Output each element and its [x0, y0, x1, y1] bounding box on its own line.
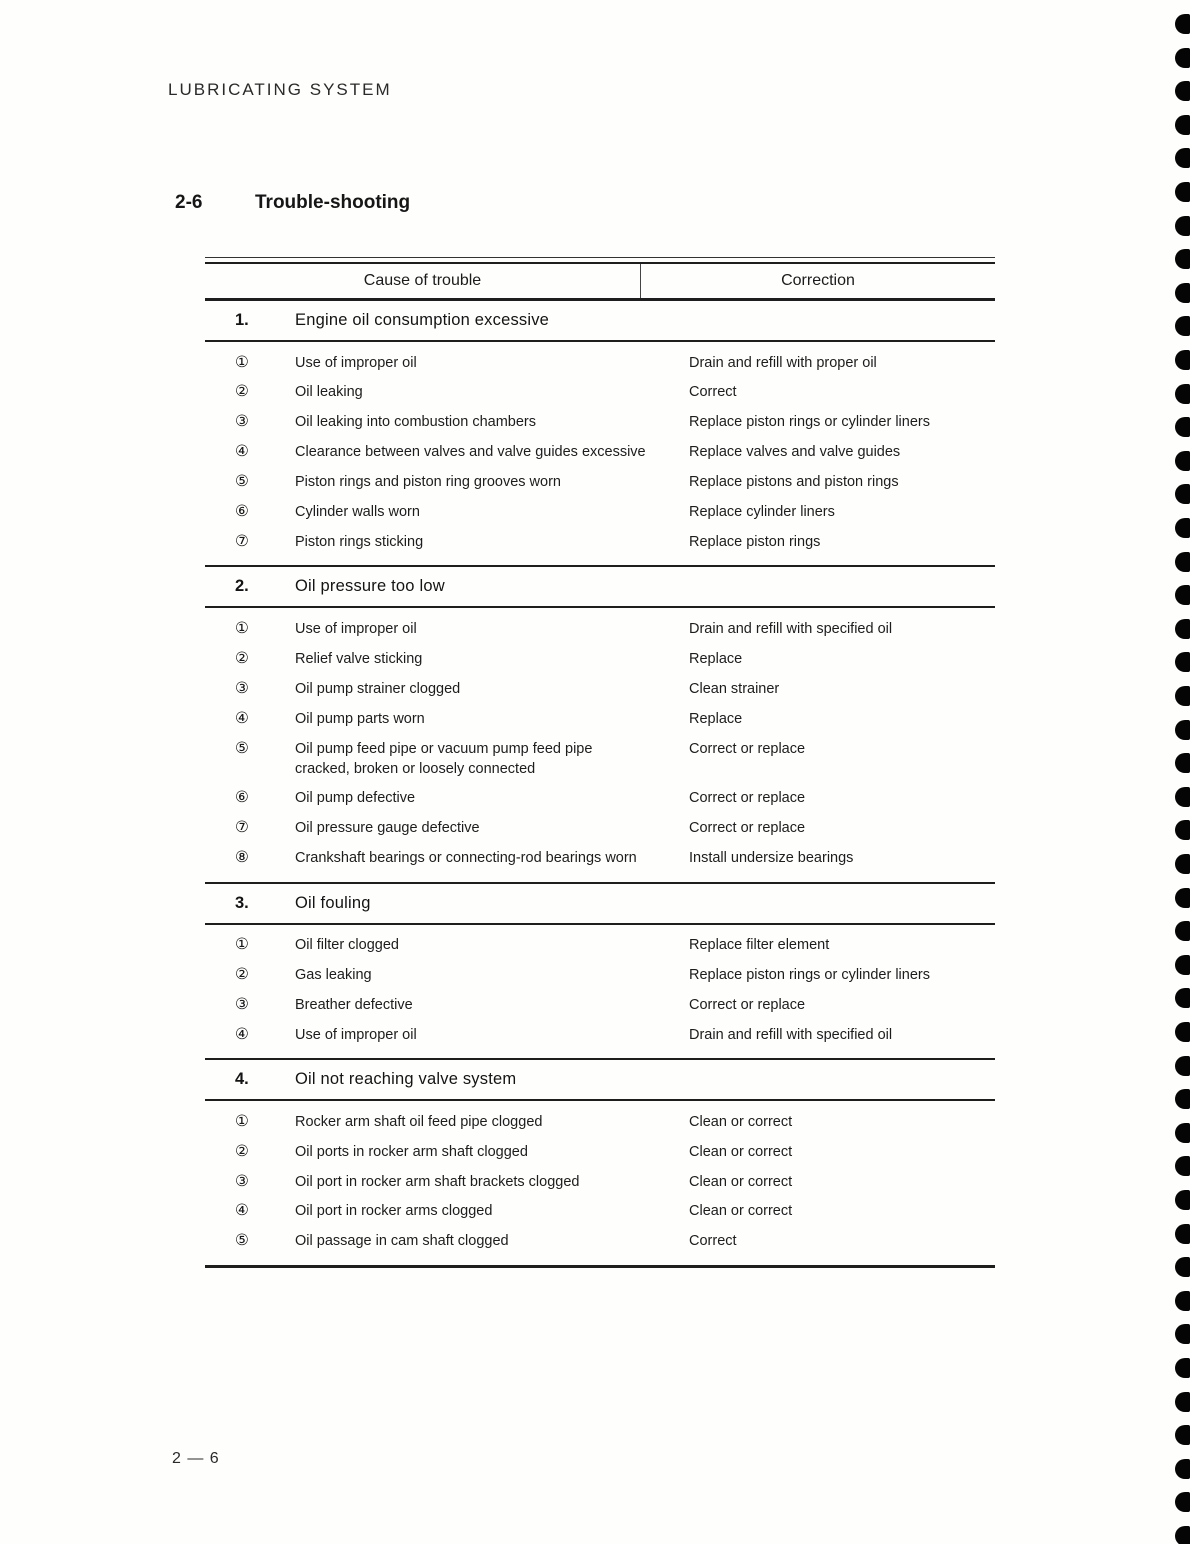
correction-cell: Replace pistons and piston rings [689, 474, 899, 491]
table-row [205, 1197, 995, 1227]
binding-mark-icon [1175, 81, 1190, 101]
table-row [205, 674, 995, 704]
cause-cell: Oil port in rocker arm shaft brackets clogged [295, 1173, 580, 1190]
cause-cell: Oil pump feed pipe or vacuum pump feed pipe cracked, broken or loosely connected [295, 740, 593, 777]
section-title-row [205, 1060, 995, 1101]
correction-cell: Drain and refill with specified oil [689, 1026, 893, 1043]
binding-mark-icon [1175, 1392, 1190, 1412]
correction-cell: Correct or replace [689, 820, 806, 837]
correction-cell: Clean or correct [689, 1203, 793, 1220]
section-title-row [205, 884, 995, 925]
circled-number-icon: ⑦ [235, 819, 249, 837]
binding-mark-icon [1175, 148, 1190, 168]
binding-mark-icon [1175, 1291, 1190, 1311]
section-heading-title: Trouble-shooting [255, 192, 411, 213]
binding-mark-icon [1175, 888, 1190, 908]
correction-cell: Replace [689, 650, 743, 667]
circled-number-icon: ① [235, 619, 249, 637]
correction-cell: Correct or replace [689, 790, 806, 807]
correction-cell: Replace piston rings [689, 534, 821, 551]
section-number: 1. [235, 311, 249, 329]
section-heading-number: 2-6 [175, 192, 203, 213]
circled-number-icon: ⑧ [235, 849, 249, 867]
section-heading [175, 192, 410, 214]
binding-mark-icon [1175, 652, 1190, 672]
binding-mark-icon [1175, 552, 1190, 572]
binding-mark-icon [1175, 619, 1190, 639]
cause-cell: Oil pump parts worn [295, 710, 425, 727]
cause-cell: Piston rings sticking [295, 534, 424, 551]
circled-number-icon: ② [235, 965, 249, 983]
binding-mark-icon [1175, 1459, 1190, 1479]
table-row [205, 498, 995, 528]
table-row [205, 1167, 995, 1197]
circled-number-icon: ⑤ [235, 739, 249, 757]
table-row [205, 644, 995, 674]
cause-cell: Use of improper oil [295, 354, 417, 371]
binding-mark-icon [1175, 518, 1190, 538]
binding-mark-icon [1175, 988, 1190, 1008]
correction-cell: Clean or correct [689, 1173, 793, 1190]
table-row [205, 814, 995, 844]
correction-cell: Replace piston rings or cylinder liners [689, 966, 930, 983]
cause-cell: Gas leaking [295, 966, 372, 983]
correction-cell: Correct or replace [689, 740, 806, 757]
circled-number-icon: ④ [235, 1202, 249, 1220]
table-row [205, 844, 995, 874]
binding-mark-icon [1175, 753, 1190, 773]
binding-mark-icon [1175, 48, 1190, 68]
table-row [205, 614, 995, 644]
binding-mark-icon [1175, 1089, 1190, 1109]
table-row [205, 528, 995, 558]
circled-number-icon: ⑤ [235, 1232, 249, 1250]
binding-mark-icon [1175, 1224, 1190, 1244]
binding-mark-icon [1175, 1324, 1190, 1344]
table-row [205, 704, 995, 734]
table-row [205, 468, 995, 498]
binding-mark-icon [1175, 484, 1190, 504]
binding-mark-icon [1175, 787, 1190, 807]
correction-cell: Replace filter element [689, 937, 830, 953]
binding-mark-icon [1175, 115, 1190, 135]
binding-mark-icon [1175, 249, 1190, 269]
column-header-cause: Cause of trouble [205, 264, 641, 298]
correction-cell: Drain and refill with specified oil [689, 620, 893, 637]
binding-mark-icon [1175, 1156, 1190, 1176]
binding-mark-icon [1175, 1358, 1190, 1378]
section-title: Oil not reaching valve system [295, 1070, 517, 1089]
section-items [205, 608, 995, 883]
circled-number-icon: ③ [235, 413, 249, 431]
table-row [205, 1020, 995, 1050]
circled-number-icon: ① [235, 353, 249, 371]
table-row [205, 378, 995, 408]
cause-cell: Crankshaft bearings or connecting-rod bearings worn [295, 850, 637, 867]
circled-number-icon: ③ [235, 1172, 249, 1190]
table-row [205, 438, 995, 468]
table-body [205, 301, 995, 1268]
binding-mark-icon [1175, 14, 1190, 34]
binding-mark-icon [1175, 1526, 1190, 1544]
circled-number-icon: ⑥ [235, 503, 249, 521]
circled-number-icon: ① [235, 936, 249, 953]
cause-cell: Breather defective [295, 996, 413, 1013]
cause-cell: Oil passage in cam shaft clogged [295, 1233, 509, 1250]
troubleshooting-table [205, 262, 995, 1268]
binding-mark-icon [1175, 1257, 1190, 1277]
circled-number-icon: ② [235, 649, 249, 667]
table-row [205, 734, 995, 784]
cause-cell: Clearance between valves and valve guides excessive [295, 444, 646, 461]
table-row [205, 784, 995, 814]
binding-mark-icon [1175, 1425, 1190, 1445]
binding-mark-icon [1175, 417, 1190, 437]
binding-mark-icon [1175, 820, 1190, 840]
binding-mark-icon [1175, 686, 1190, 706]
table-row [205, 1137, 995, 1167]
document-header: LUBRICATING SYSTEM [168, 80, 392, 99]
circled-number-icon: ⑦ [235, 533, 249, 551]
binding-mark-icon [1175, 216, 1190, 236]
correction-cell: Install undersize bearings [689, 850, 854, 867]
circled-number-icon: ② [235, 383, 249, 401]
cause-cell: Relief valve sticking [295, 650, 423, 667]
cause-cell: Oil pressure gauge defective [295, 820, 480, 837]
correction-cell: Replace valves and valve guides [689, 444, 901, 461]
section-title-row [205, 567, 995, 608]
table-row [205, 990, 995, 1020]
circled-number-icon: ⑤ [235, 473, 249, 491]
table-row [205, 960, 995, 990]
cause-cell: Use of improper oil [295, 1026, 417, 1043]
circled-number-icon: ④ [235, 709, 249, 727]
correction-cell: Clean or correct [689, 1113, 793, 1130]
cause-cell: Cylinder walls worn [295, 504, 420, 521]
correction-cell: Replace cylinder liners [689, 504, 835, 521]
binding-mark-icon [1175, 1022, 1190, 1042]
binding-mark-icon [1175, 585, 1190, 605]
circled-number-icon: ⑥ [235, 789, 249, 807]
circled-number-icon: ② [235, 1142, 249, 1160]
binding-mark-icon [1175, 921, 1190, 941]
cause-cell: Oil leaking [295, 384, 363, 401]
section-title: Oil fouling [295, 893, 371, 912]
circled-number-icon: ④ [235, 1025, 249, 1043]
binding-mark-icon [1175, 384, 1190, 404]
table-header-row [205, 262, 995, 301]
circled-number-icon: ④ [235, 443, 249, 461]
binding-mark-icon [1175, 955, 1190, 975]
section-number: 4. [235, 1070, 249, 1089]
binding-mark-icon [1175, 283, 1190, 303]
circled-number-icon: ① [235, 1112, 249, 1130]
correction-cell: Clean or correct [689, 1143, 793, 1160]
binding-mark-icon [1175, 1123, 1190, 1143]
cause-cell: Use of improper oil [295, 620, 417, 637]
binding-mark-icon [1175, 720, 1190, 740]
correction-cell: Replace [689, 710, 743, 727]
binding-mark-icon [1175, 350, 1190, 370]
section-title: Engine oil consumption excessive [295, 311, 550, 329]
binding-mark-icon [1175, 1190, 1190, 1210]
binding-mark-icon [1175, 1056, 1190, 1076]
table-row [205, 1227, 995, 1257]
section-number: 3. [235, 893, 249, 912]
correction-cell: Clean strainer [689, 680, 780, 697]
circled-number-icon: ③ [235, 995, 249, 1013]
section-items [205, 342, 995, 567]
cause-cell: Oil filter clogged [295, 937, 399, 953]
table-row [205, 348, 995, 378]
table-row [205, 931, 995, 961]
cause-cell: Oil port in rocker arms clogged [295, 1203, 493, 1220]
correction-cell: Correct [689, 384, 737, 401]
column-header-correction: Correction [781, 272, 855, 289]
correction-cell: Correct [689, 1233, 737, 1250]
cause-cell: Rocker arm shaft oil feed pipe clogged [295, 1113, 543, 1130]
binding-mark-icon [1175, 451, 1190, 471]
cause-cell: Oil ports in rocker arm shaft clogged [295, 1143, 528, 1160]
cause-cell: Oil pump defective [295, 790, 416, 807]
circled-number-icon: ③ [235, 679, 249, 697]
section-title-row [205, 301, 995, 342]
correction-cell: Drain and refill with proper oil [689, 354, 877, 371]
binding-mark-icon [1175, 1492, 1190, 1512]
correction-cell: Replace piston rings or cylinder liners [689, 414, 930, 431]
section-title: Oil pressure too low [295, 577, 445, 596]
cause-cell: Oil leaking into combustion chambers [295, 414, 536, 431]
binding-mark-icon [1175, 854, 1190, 874]
binding-mark-icon [1175, 182, 1190, 202]
table-row [205, 1107, 995, 1137]
section-number: 2. [235, 577, 249, 596]
section-items [205, 1101, 995, 1268]
cause-cell: Piston rings and piston ring grooves worn [295, 474, 561, 491]
page-number: 2 — 6 [172, 1450, 220, 1467]
table-row [205, 408, 995, 438]
cause-cell: Oil pump strainer clogged [295, 680, 461, 697]
correction-cell: Correct or replace [689, 996, 806, 1013]
section-items [205, 925, 995, 1061]
binding-mark-icon [1175, 316, 1190, 336]
